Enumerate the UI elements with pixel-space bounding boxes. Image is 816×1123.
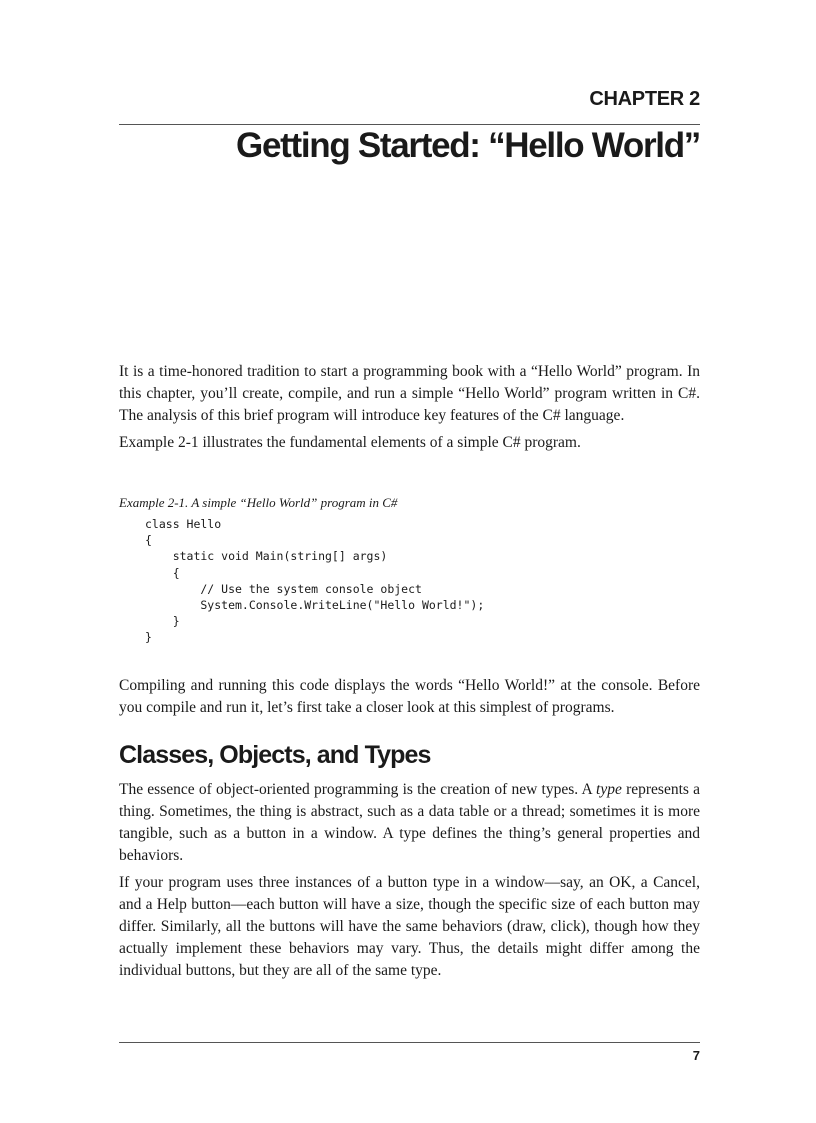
emphasis-type: type	[596, 781, 622, 798]
section-paragraph-1	[119, 779, 700, 867]
section-paragraph-1-start: The essence of object-oriented programming is the creation of new types. A	[119, 781, 597, 798]
footer-rule	[119, 1042, 700, 1043]
intro-paragraph: It is a time-honored tradition to start a programming book with a “Hello World” program. In this chapter, you’ll create, compile, and run a simple “Hello World” program written in C#. The analysis of this brief program will introduce key features of the C# language.	[119, 363, 700, 424]
section-paragraph-2: If your program uses three instances of a button type in a window—say, an OK, a Cancel, and a Help button—each button will have a size, though the specific size of each button may differ. Similarly, all the buttons will have the same behaviors (draw, click), though how they actually implement these behaviors may vary. Thus, the details might differ among the individual buttons, but they are all of the same type.	[119, 874, 700, 979]
example-reference-paragraph: Example 2-1 illustrates the fundamental elements of a simple C# program.	[119, 434, 581, 451]
example-block	[119, 494, 700, 646]
example-caption: Example 2-1. A simple “Hello World” program in C#	[119, 495, 398, 510]
page-number: 7	[692, 1048, 700, 1063]
after-example-block	[119, 675, 700, 719]
code-line: {	[145, 565, 180, 580]
chapter-rule	[119, 124, 700, 125]
section-block	[119, 741, 700, 982]
chapter-title: Getting Started: “Hello World”	[236, 126, 700, 165]
code-line: static void Main(string[] args)	[145, 549, 388, 564]
code-line: }	[145, 630, 152, 645]
code-line: {	[145, 533, 152, 548]
code-line: System.Console.WriteLine("Hello World!");	[145, 598, 485, 613]
code-line: }	[145, 614, 180, 629]
code-line: // Use the system console object	[145, 581, 422, 596]
section-heading: Classes, Objects, and Types	[119, 741, 431, 769]
code-line: class Hello	[145, 517, 222, 531]
compile-paragraph: Compiling and running this code displays the words “Hello World!” at the console. Before you compile and run it, let’s first take a closer look at this simplest of programs.	[119, 677, 700, 716]
intro-block	[119, 361, 700, 454]
section-paragraph-1-end: represents a thing. Sometimes, the thing is abstract, such as a data table or a thread; sometimes it is more tangible, such as a button in a window. A type defines the thing’s general properties and behaviors.	[119, 781, 701, 864]
code-listing	[119, 516, 700, 646]
chapter-label: CHAPTER 2	[589, 88, 700, 110]
